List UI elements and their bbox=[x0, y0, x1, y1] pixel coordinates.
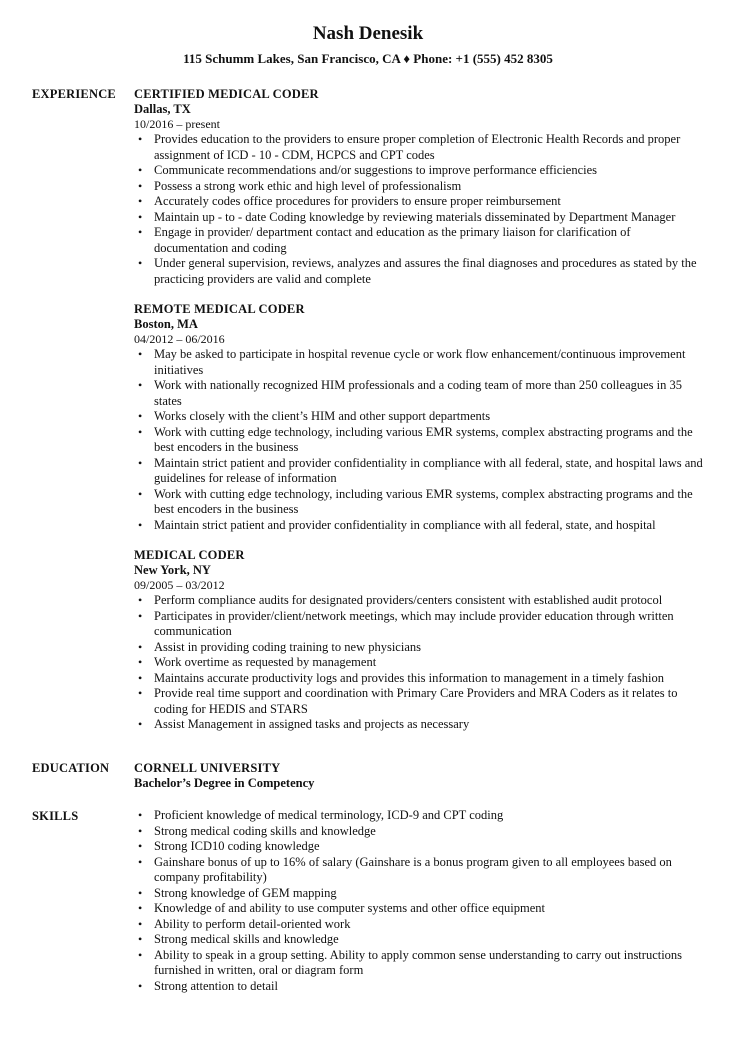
skill-item: • Ability to perform detail-oriented work bbox=[134, 917, 704, 933]
school-name: CORNELL UNIVERSITY bbox=[134, 761, 281, 775]
section-title-education: EDUCATION bbox=[32, 761, 110, 775]
job-bullet: • Under general supervision, reviews, analyzes and assures the final diagnoses and procedures as stated by the practicing providers are valid and complete bbox=[134, 256, 704, 287]
skill-item: • Strong medical coding skills and knowledge bbox=[134, 824, 704, 840]
job-bullets bbox=[134, 593, 704, 733]
skill-item: • Proficient knowledge of medical terminology, ICD-9 and CPT coding bbox=[134, 808, 704, 824]
job-bullet: • Communicate recommendations and/or suggestions to improve performance efficiencies bbox=[134, 163, 704, 179]
job-bullet: • Possess a strong work ethic and high level of professionalism bbox=[134, 179, 704, 195]
job-bullet: • Provide real time support and coordination with Primary Care Providers and MRA Coders as it relates to coding for HEDIS and STARS bbox=[134, 686, 704, 717]
job-bullet: • Work with nationally recognized HIM professionals and a coding team of more than 250 colleagues in 35 states bbox=[134, 378, 704, 409]
job-bullets bbox=[134, 347, 704, 533]
job-bullet: • May be asked to participate in hospital revenue cycle or work flow enhancement/continuous improvement initiatives bbox=[134, 347, 704, 378]
contact-line: 115 Schumm Lakes, San Francisco, CA ♦ Phone: +1 (555) 452 8305 bbox=[183, 51, 553, 66]
job-bullet: • Assist Management in assigned tasks and projects as necessary bbox=[134, 717, 704, 733]
section-title-experience: EXPERIENCE bbox=[32, 87, 116, 101]
job-bullet: • Accurately codes office procedures for providers to ensure proper reimbursement bbox=[134, 194, 704, 210]
job-bullet: • Work overtime as requested by management bbox=[134, 655, 704, 671]
job-entry bbox=[134, 547, 704, 733]
job-bullet: • Work with cutting edge technology, including various EMR systems, complex abstracting programs and the best encoders in the business bbox=[134, 425, 704, 456]
job-bullet: • Maintain strict patient and provider confidentiality in compliance with all federal, state, and hospital bbox=[134, 518, 704, 534]
job-entry bbox=[134, 301, 704, 533]
job-bullet: • Provides education to the providers to ensure proper completion of Electronic Health Records and proper assignment of ICD - 10 - CDM, HCPCS and CPT codes bbox=[134, 132, 704, 163]
resume-header bbox=[0, 22, 736, 67]
job-bullet: • Works closely with the client’s HIM and other support departments bbox=[134, 409, 704, 425]
skill-item: • Gainshare bonus of up to 16% of salary (Gainshare is a bonus program given to all employees based on company profitability) bbox=[134, 855, 704, 886]
job-bullet: • Maintain up - to - date Coding knowledge by reviewing materials disseminated by Department Manager bbox=[134, 210, 704, 226]
job-dates: 04/2012 – 06/2016 bbox=[134, 332, 225, 346]
candidate-name: Nash Denesik bbox=[312, 23, 424, 44]
job-title: CERTIFIED MEDICAL CODER bbox=[134, 87, 319, 101]
job-location: Dallas, TX bbox=[134, 102, 191, 116]
job-bullet: • Maintains accurate productivity logs and provides this information to management in a timely fashion bbox=[134, 671, 704, 687]
job-bullet: • Maintain strict patient and provider confidentiality in compliance with all federal, state, and hospital laws and guidelines for release of information bbox=[134, 456, 704, 487]
job-title: REMOTE MEDICAL CODER bbox=[134, 302, 305, 316]
job-location: Boston, MA bbox=[134, 317, 198, 331]
skill-item: • Ability to speak in a group setting. Ability to apply common sense understanding to carry out instructions furnished in written, oral or diagram form bbox=[134, 948, 704, 979]
skills-list bbox=[134, 808, 704, 994]
job-bullet: • Participates in provider/client/network meetings, which may include provider education through written communication bbox=[134, 609, 704, 640]
skill-item: • Strong medical skills and knowledge bbox=[134, 932, 704, 948]
job-location: New York, NY bbox=[134, 563, 211, 577]
skill-item: • Strong attention to detail bbox=[134, 979, 704, 995]
job-dates: 09/2005 – 03/2012 bbox=[134, 578, 225, 592]
degree: Bachelor’s Degree in Competency bbox=[134, 776, 315, 790]
skill-item: • Strong ICD10 coding knowledge bbox=[134, 839, 704, 855]
job-dates: 10/2016 – present bbox=[134, 117, 220, 131]
job-title: MEDICAL CODER bbox=[134, 548, 245, 562]
skill-item: • Strong knowledge of GEM mapping bbox=[134, 886, 704, 902]
skill-item: • Knowledge of and ability to use computer systems and other office equipment bbox=[134, 901, 704, 917]
job-bullet: • Perform compliance audits for designated providers/centers consistent with established audit protocol bbox=[134, 593, 704, 609]
section-title-skills: SKILLS bbox=[32, 809, 79, 823]
job-entry bbox=[134, 86, 704, 287]
job-bullets bbox=[134, 132, 704, 287]
job-bullet: • Assist in providing coding training to new physicians bbox=[134, 640, 704, 656]
job-bullet: • Engage in provider/ department contact and education as the primary liaison for clarification of documentation and coding bbox=[134, 225, 704, 256]
job-bullet: • Work with cutting edge technology, including various EMR systems, complex abstracting programs and the best encoders in the business bbox=[134, 487, 704, 518]
